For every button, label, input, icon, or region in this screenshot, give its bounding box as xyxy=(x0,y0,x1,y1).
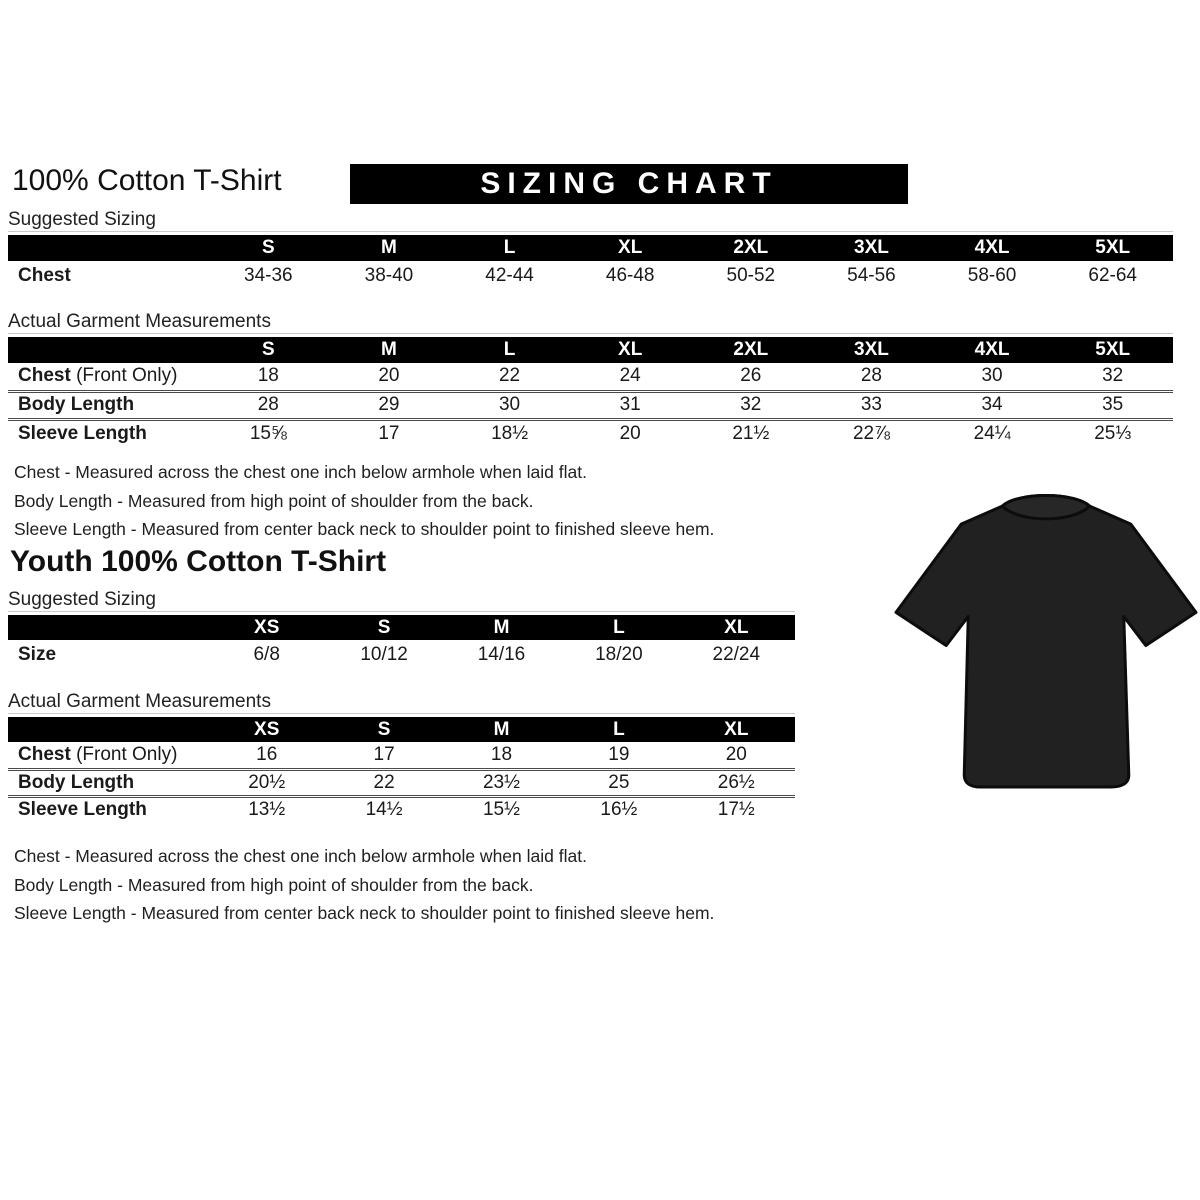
row-label: Body Length xyxy=(8,769,208,796)
table-cell: 22 xyxy=(498,365,521,387)
youth-page-title: Youth 100% Cotton T-Shirt xyxy=(10,545,387,578)
column-header-2xl: 2XL xyxy=(691,337,812,363)
header-row xyxy=(8,717,795,742)
table-cell: 30 xyxy=(981,365,1003,387)
table-cell: 22/24 xyxy=(712,643,761,665)
row-label: Chest (Front Only) xyxy=(18,743,178,765)
note-line: Body Length - Measured from high point of shoulder from the back. xyxy=(14,490,534,511)
table-cell: 19 xyxy=(608,743,630,765)
note-line: Chest - Measured across the chest one inch below armhole when laid flat. xyxy=(14,846,587,866)
note-line: Body Length - Measured from high point of shoulder from the back. xyxy=(14,874,534,895)
column-header-xl: XL xyxy=(570,235,691,261)
youth-actual-measurements-section xyxy=(8,690,795,823)
table-cell: 32 xyxy=(1102,365,1124,387)
table-cell: 34 xyxy=(932,391,1053,419)
corner-cell xyxy=(8,615,208,640)
column-header-l: L xyxy=(449,235,570,261)
sizing-chart-banner-label: SIZING CHART xyxy=(480,167,778,200)
table-cell: 16 xyxy=(256,743,278,765)
column-header-xs: XS xyxy=(208,615,325,640)
youth-suggested-sizing-table-grid xyxy=(8,615,795,669)
table-row xyxy=(8,261,1173,290)
table-cell: 16½ xyxy=(560,796,677,823)
column-header-5xl: 5XL xyxy=(1052,337,1173,363)
tshirt-body-shape xyxy=(896,496,1196,787)
table-cell: 17 xyxy=(329,419,450,447)
column-header-3xl: 3XL xyxy=(811,337,932,363)
column-header-3xl: 3XL xyxy=(811,235,932,261)
table-cell: 20 xyxy=(570,419,691,447)
corner-cell xyxy=(8,717,208,742)
column-header-xl: XL xyxy=(570,337,691,363)
table-cell: 29 xyxy=(329,391,450,419)
column-header-4xl: 4XL xyxy=(932,337,1053,363)
table-cell: 25 xyxy=(560,769,677,796)
table-cell: 18 xyxy=(490,743,513,765)
adult-measurement-notes xyxy=(14,458,714,544)
column-header-2xl: 2XL xyxy=(691,235,812,261)
column-header-m: M xyxy=(329,235,450,261)
column-header-l: L xyxy=(449,337,570,363)
column-header-m: M xyxy=(329,337,450,363)
table-cell: 62-64 xyxy=(1088,264,1137,286)
table-row xyxy=(8,796,795,823)
table-cell: 18 xyxy=(257,365,279,387)
table-cell: 22 xyxy=(325,769,442,796)
table-cell: 38-40 xyxy=(364,264,414,286)
table-cell: 24¼ xyxy=(932,419,1053,447)
table-cell: 21½ xyxy=(691,419,812,447)
youth-suggested-sizing-table xyxy=(8,615,795,669)
table-row xyxy=(8,419,1173,447)
column-header-5xl: 5XL xyxy=(1052,235,1173,261)
youth-actual-measurements-table-grid xyxy=(8,717,795,823)
table-cell: 31 xyxy=(570,391,691,419)
table-row xyxy=(8,742,795,769)
column-header-4xl: 4XL xyxy=(932,235,1053,261)
column-header-m: M xyxy=(443,717,560,742)
header-row xyxy=(8,235,1173,261)
corner-cell xyxy=(8,337,208,363)
column-header-xl: XL xyxy=(678,717,795,742)
column-header-xl: XL xyxy=(678,615,795,640)
adult-suggested-sizing-section xyxy=(8,208,1173,290)
table-cell: 26½ xyxy=(678,769,795,796)
table-cell: 42-44 xyxy=(485,264,534,286)
row-label: Sleeve Length xyxy=(8,419,208,447)
row-label: Sleeve Length xyxy=(8,796,208,823)
row-label: Body Length xyxy=(8,391,208,419)
table-cell: 28 xyxy=(860,365,882,387)
adult-actual-measurements-table xyxy=(8,337,1173,447)
table-cell: 14/16 xyxy=(477,643,526,665)
header-row xyxy=(8,337,1173,363)
table-cell: 18½ xyxy=(449,419,570,447)
table-cell: 17½ xyxy=(678,796,795,823)
column-header-l: L xyxy=(560,717,677,742)
table-cell: 6/8 xyxy=(253,643,280,665)
table-cell: 24 xyxy=(619,365,641,387)
table-cell: 32 xyxy=(691,391,812,419)
adult-suggested-sizing-table-grid xyxy=(8,235,1173,290)
adult-suggested-sizing-table xyxy=(8,235,1173,290)
table-row xyxy=(8,391,1173,419)
table-cell: 13½ xyxy=(208,796,325,823)
table-cell: 46-48 xyxy=(605,264,655,286)
table-cell: 17 xyxy=(373,743,395,765)
section-label: Suggested Sizing xyxy=(8,208,1173,232)
page-title: 100% Cotton T-Shirt xyxy=(12,164,282,197)
table-cell: 26 xyxy=(740,365,762,387)
column-header-l: L xyxy=(560,615,677,640)
note-line: Sleeve Length - Measured from center back neck to shoulder point to finished sleeve hem. xyxy=(14,519,715,539)
row-label: Chest (Front Only) xyxy=(18,365,178,387)
table-cell: 30 xyxy=(449,391,570,419)
table-cell: 23½ xyxy=(443,769,560,796)
table-cell: 20½ xyxy=(208,769,325,796)
tshirt-icon xyxy=(892,466,1200,811)
youth-suggested-sizing-section xyxy=(8,588,795,669)
table-cell: 33 xyxy=(811,391,932,419)
table-cell: 15½ xyxy=(443,796,560,823)
table-cell: 58-60 xyxy=(967,264,1017,286)
youth-measurement-notes xyxy=(14,842,714,928)
table-cell: 28 xyxy=(208,391,329,419)
table-cell: 18/20 xyxy=(595,643,643,665)
tshirt-collar-shape xyxy=(1002,496,1089,519)
column-header-xs: XS xyxy=(208,717,325,742)
row-label: Size xyxy=(18,643,57,665)
column-header-s: S xyxy=(325,615,442,640)
table-cell: 22⅞ xyxy=(811,419,932,447)
section-label: Actual Garment Measurements xyxy=(8,690,795,714)
table-row xyxy=(8,640,795,669)
column-header-s: S xyxy=(208,337,329,363)
note-line: Sleeve Length - Measured from center back neck to shoulder point to finished sleeve hem. xyxy=(14,903,715,923)
section-label: Suggested Sizing xyxy=(8,588,795,612)
column-header-s: S xyxy=(325,717,442,742)
table-cell: 20 xyxy=(378,365,400,387)
corner-cell xyxy=(8,235,208,261)
table-cell: 20 xyxy=(725,743,747,765)
note-line: Chest - Measured across the chest one inch below armhole when laid flat. xyxy=(14,462,587,482)
table-cell: 35 xyxy=(1052,391,1173,419)
table-cell: 15⅝ xyxy=(208,419,329,447)
column-header-s: S xyxy=(208,235,329,261)
table-cell: 14½ xyxy=(325,796,442,823)
column-header-m: M xyxy=(443,615,560,640)
table-cell: 54-56 xyxy=(847,264,896,286)
adult-actual-measurements-table-grid xyxy=(8,337,1173,447)
header-row xyxy=(8,615,795,640)
table-cell: 25⅓ xyxy=(1052,419,1173,447)
black-tshirt-image xyxy=(892,466,1200,811)
table-row xyxy=(8,363,1173,391)
section-label: Actual Garment Measurements xyxy=(8,310,1173,334)
table-row xyxy=(8,769,795,796)
adult-actual-measurements-section xyxy=(8,310,1173,447)
youth-actual-measurements-table xyxy=(8,717,795,823)
sizing-chart-banner xyxy=(350,164,908,204)
table-cell: 34-36 xyxy=(244,264,293,286)
table-cell: 10/12 xyxy=(360,643,408,665)
table-cell: 50-52 xyxy=(726,264,776,286)
row-label: Chest xyxy=(18,264,71,286)
